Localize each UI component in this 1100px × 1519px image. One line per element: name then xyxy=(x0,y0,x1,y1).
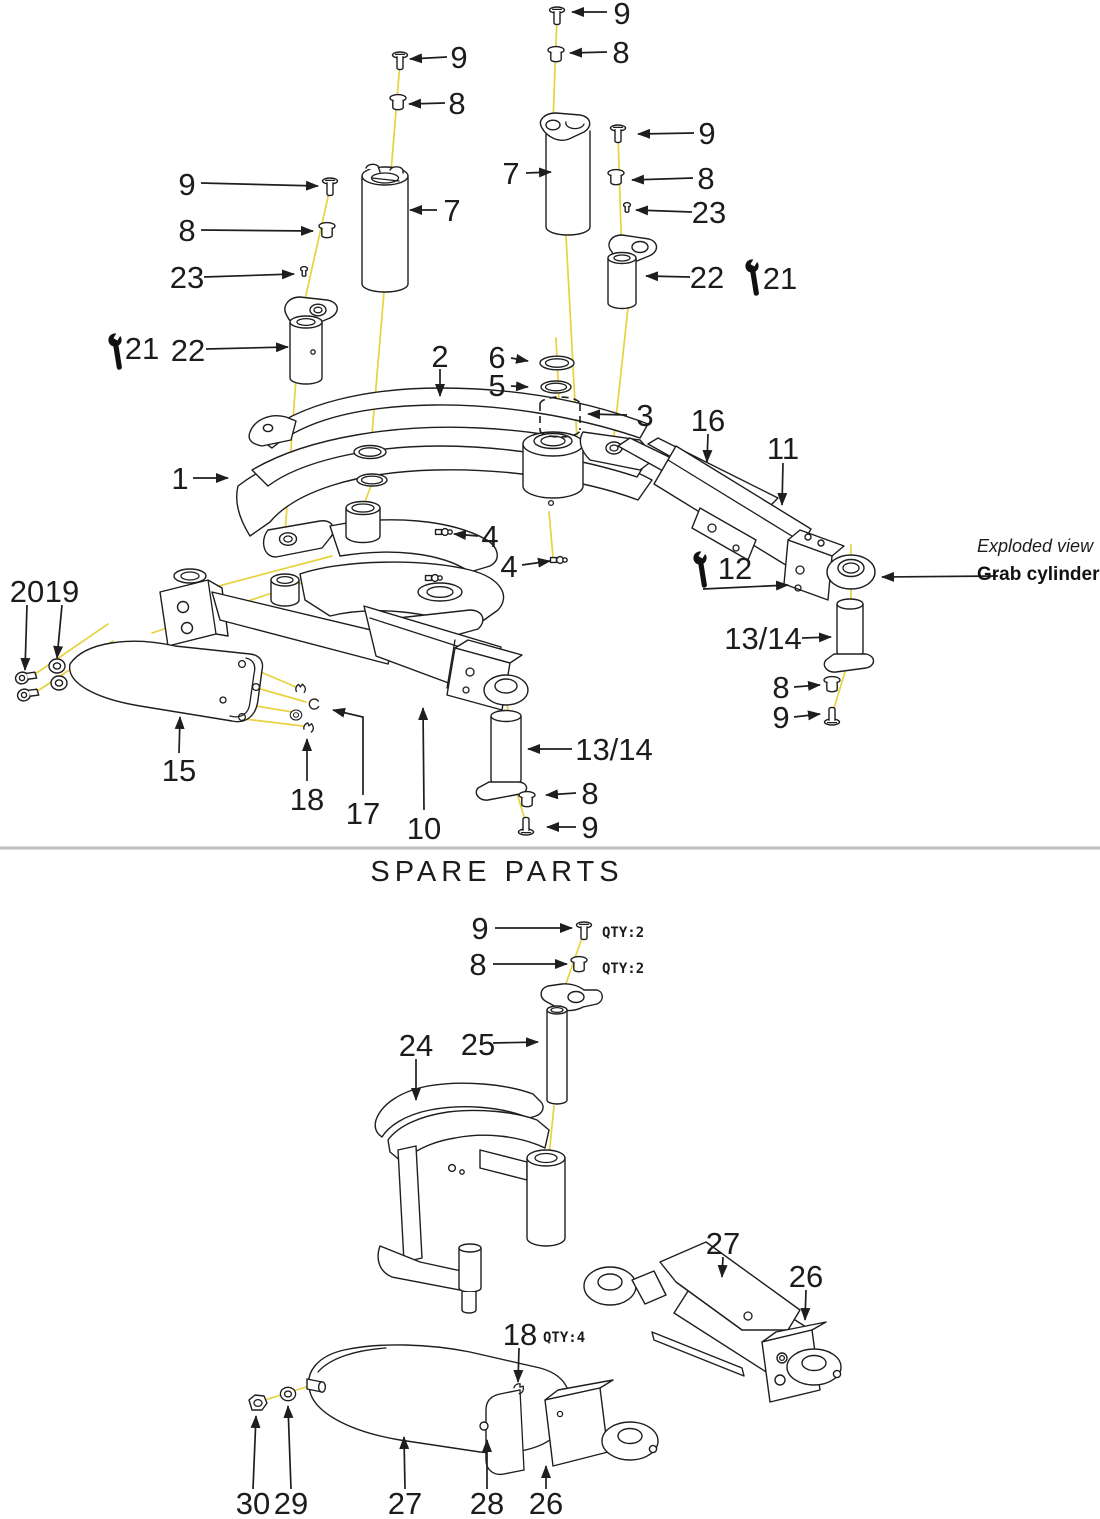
callout-8: 8 xyxy=(581,776,599,811)
qty-label: QTY:2 xyxy=(602,925,645,941)
part-19-washers xyxy=(49,659,67,690)
part-23-nipple-left xyxy=(301,267,308,277)
callout-29: 29 xyxy=(273,1486,309,1519)
callout-9: 9 xyxy=(698,116,716,151)
view-caption: Exploded view xyxy=(977,536,1094,556)
part-22-pin-right xyxy=(608,235,657,309)
part-25-pin xyxy=(541,984,602,1104)
part-23-nipple-right xyxy=(624,203,631,213)
part-9-screw-left xyxy=(323,178,338,196)
callout-15: 15 xyxy=(161,753,197,788)
callout-7: 7 xyxy=(443,193,461,228)
wrench-icon xyxy=(689,547,712,589)
view-title: Grab cylinder xyxy=(977,564,1100,585)
part-7-pin-left xyxy=(362,164,408,292)
callout-10: 10 xyxy=(406,811,442,846)
callout-4: 4 xyxy=(500,549,518,584)
callout-20: 20 xyxy=(9,574,45,609)
part-8-bushing-center-low xyxy=(519,792,535,807)
part-9-screw-right-low xyxy=(825,707,840,725)
part-9-screw-spare xyxy=(577,922,592,940)
part-4-grease-fitting-a xyxy=(436,529,453,536)
part-13-14-pin-center xyxy=(476,711,526,801)
callout-21: 21 xyxy=(762,261,798,296)
part-20-bolts xyxy=(14,668,39,702)
callout-16: 16 xyxy=(690,403,726,438)
part-13-14-pin-right xyxy=(824,599,873,672)
callout-21: 21 xyxy=(124,331,160,366)
spare-parts-title: SPARE PARTS xyxy=(370,856,624,888)
part-24-claw xyxy=(375,1083,565,1313)
callout-23: 23 xyxy=(691,195,727,230)
part-9-screw-top-a xyxy=(550,7,565,25)
part-9-screw-top-b xyxy=(393,52,408,70)
part-7-pin-right xyxy=(540,113,590,235)
callout-13-14: 13/14 xyxy=(575,732,653,767)
callout-9-spare: 9 xyxy=(471,911,489,946)
callout-11: 11 xyxy=(766,431,800,466)
callout-5: 5 xyxy=(488,368,506,403)
spare-cylinder-lower xyxy=(307,1345,658,1474)
part-4-grease-fitting-c xyxy=(426,575,443,582)
callout-22: 22 xyxy=(689,260,725,295)
part-8-bushing-top-c xyxy=(608,170,624,185)
callout-22: 22 xyxy=(170,333,206,368)
callout-1: 1 xyxy=(171,461,189,496)
callout-7: 7 xyxy=(502,156,520,191)
qty-label: QTY:4 xyxy=(543,1330,586,1346)
callout-28: 28 xyxy=(469,1486,505,1519)
callout-3: 3 xyxy=(636,398,654,433)
part-8-bushing-top-b xyxy=(390,95,406,110)
wrench-icon xyxy=(741,255,764,297)
assembly-alignment-lines xyxy=(25,16,851,1401)
part-29-washer-spare xyxy=(280,1387,295,1400)
callout-9: 9 xyxy=(613,0,631,31)
qty-label: QTY:2 xyxy=(602,961,645,977)
callout-25: 25 xyxy=(460,1027,496,1062)
callout-8: 8 xyxy=(612,35,630,70)
callout-13-14: 13/14 xyxy=(724,621,802,656)
callout-9: 9 xyxy=(581,810,599,845)
callout-9: 9 xyxy=(178,167,196,202)
callout-19: 19 xyxy=(44,574,80,609)
callout-27: 27 xyxy=(705,1226,741,1261)
callout-4: 4 xyxy=(481,519,499,554)
callout-18: 18 xyxy=(289,782,325,817)
callout-9: 9 xyxy=(450,40,468,75)
callout-18-spare: 18 xyxy=(502,1317,538,1352)
callout-8: 8 xyxy=(178,213,196,248)
part-8-bushing-spare xyxy=(571,957,587,972)
callout-23: 23 xyxy=(169,260,205,295)
callout-8: 8 xyxy=(448,86,466,121)
part-1-2-grab-arm xyxy=(237,388,652,536)
part-9-screw-top-c xyxy=(611,125,626,143)
part-8-bushing-top-a xyxy=(548,47,564,62)
callout-30: 30 xyxy=(235,1486,271,1519)
part-30-nut-spare xyxy=(249,1395,267,1410)
callout-8: 8 xyxy=(697,161,715,196)
callout-8: 8 xyxy=(772,670,790,705)
part-8-bushing-right-low xyxy=(824,677,840,692)
part-9-screw-center-low xyxy=(519,817,534,835)
callout-2: 2 xyxy=(431,339,449,374)
callout-26: 26 xyxy=(788,1259,824,1294)
callout-24: 24 xyxy=(398,1028,434,1063)
callout-17: 17 xyxy=(345,796,381,831)
part-22-pin-left xyxy=(285,297,337,384)
rod-end-eye-right xyxy=(827,555,875,589)
callout-8-spare: 8 xyxy=(469,947,487,982)
view-caption-block xyxy=(977,536,1100,585)
callout-9: 9 xyxy=(772,700,790,735)
part-8-bushing-left xyxy=(319,223,335,238)
callout-6: 6 xyxy=(488,340,506,375)
callout-12: 12 xyxy=(717,551,753,586)
callout-26: 26 xyxy=(528,1486,564,1519)
part-4-grease-fitting-b xyxy=(551,557,568,564)
part-15-cover xyxy=(70,641,263,721)
callout-27: 27 xyxy=(387,1486,423,1519)
